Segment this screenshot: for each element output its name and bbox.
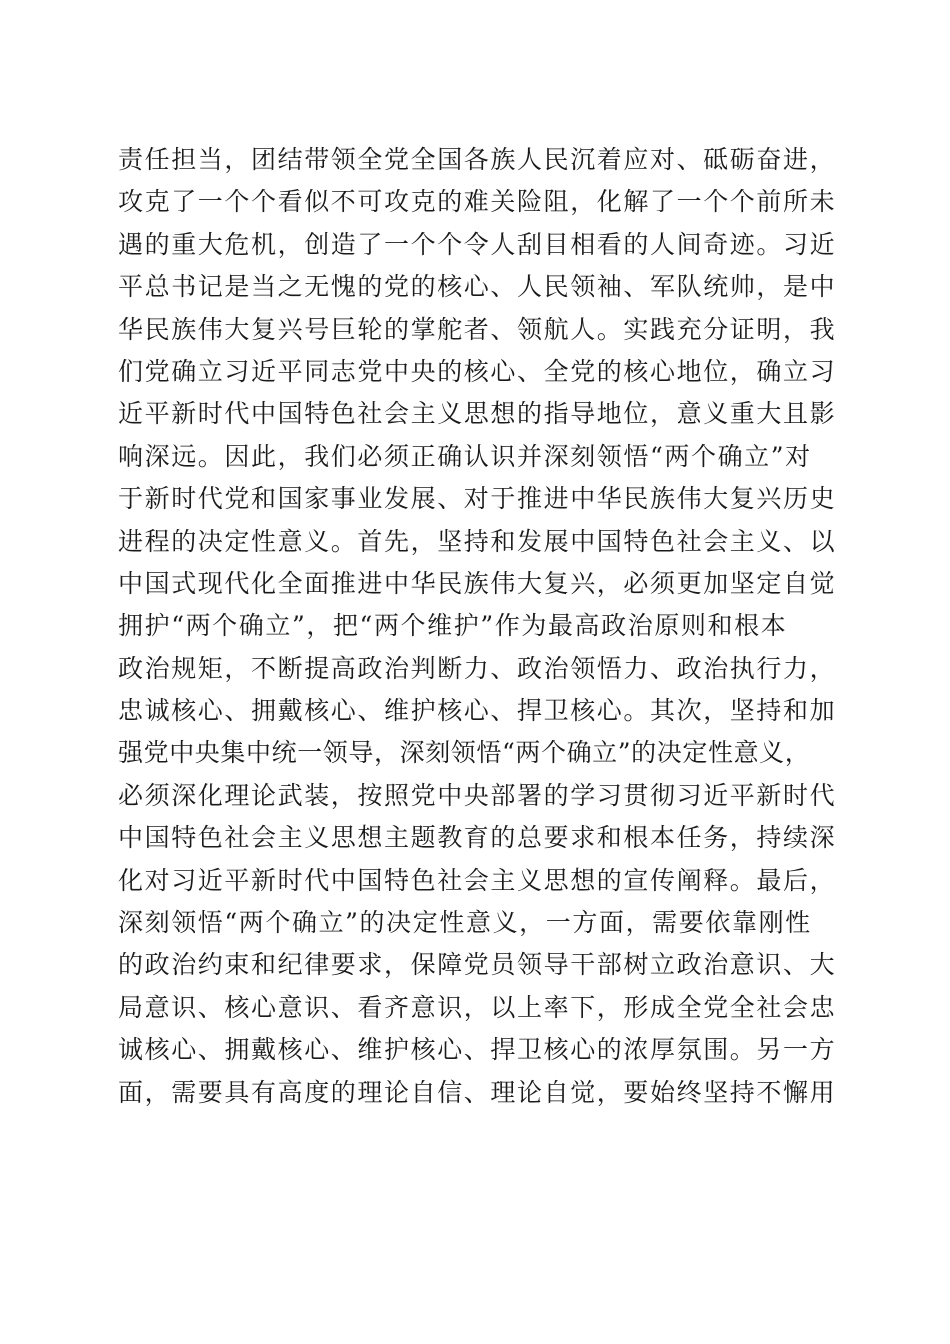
text-line-7: 近平新时代中国特色社会主义思想的指导地位，意义重大且影 xyxy=(118,399,837,429)
text-line-1: 责任担当，团结带领全党全国各族人民沉着应对、砥砺奋进， xyxy=(118,145,837,174)
text-line-17: 中国特色社会主义思想主题教育的总要求和根本任务，持续深 xyxy=(118,823,837,853)
text-line-20: 的政治约束和纪律要求，保障党员领导干部树立政治意识、大 xyxy=(118,950,837,980)
text-line-10: 进程的决定性意义。首先，坚持和发展中国特色社会主义、以 xyxy=(118,526,837,556)
text-line-19: 深刻领悟“两个确立”的决定性意义，一方面，需要依靠刚性 xyxy=(118,908,812,938)
text-line-13: 政治规矩，不断提高政治判断力、政治领悟力、政治执行力， xyxy=(118,653,837,683)
text-line-14: 忠诚核心、拥戴核心、维护核心、捍卫核心。其次，坚持和加 xyxy=(118,696,837,726)
text-line-12: 拥护“两个确立”，把“两个维护”作为最高政治原则和根本 xyxy=(118,611,788,641)
text-line-21: 局意识、核心意识、看齐意识，以上率下，形成全党全社会忠 xyxy=(118,992,837,1022)
text-line-15: 强党中央集中统一领导，深刻领悟“两个确立”的决定性意义， xyxy=(118,738,811,768)
text-line-22: 诚核心、拥戴核心、维护核心、捍卫核心的浓厚氛围。另一方 xyxy=(118,1035,837,1065)
text-line-4: 平总书记是当之无愧的党的核心、人民领袖、军队统帅，是中 xyxy=(118,272,837,302)
text-line-11: 中国式现代化全面推进中华民族伟大复兴，必须更加坚定自觉 xyxy=(118,568,837,598)
text-line-5: 华民族伟大复兴号巨轮的掌舵者、领航人。实践充分证明，我 xyxy=(118,314,837,344)
text-line-23: 面，需要具有高度的理论自信、理论自觉，要始终坚持不懈用 xyxy=(118,1077,837,1107)
text-line-18: 化对习近平新时代中国特色社会主义思想的宣传阐释。最后， xyxy=(118,865,837,895)
text-line-6: 们党确立习近平同志党中央的核心、全党的核心地位，确立习 xyxy=(118,356,837,386)
text-line-2: 攻克了一个个看似不可攻克的难关险阻，化解了一个个前所未 xyxy=(118,187,837,217)
text-line-8: 响深远。因此，我们必须正确认识并深刻领悟“两个确立”对 xyxy=(118,441,812,471)
text-line-3: 遇的重大危机，创造了一个个令人刮目相看的人间奇迹。习近 xyxy=(118,229,837,259)
text-line-9: 于新时代党和国家事业发展、对于推进中华民族伟大复兴历史 xyxy=(118,484,837,514)
body-paragraph xyxy=(118,139,840,1114)
text-line-16: 必须深化理论武装，按照党中央部署的学习贯彻习近平新时代 xyxy=(118,780,837,810)
